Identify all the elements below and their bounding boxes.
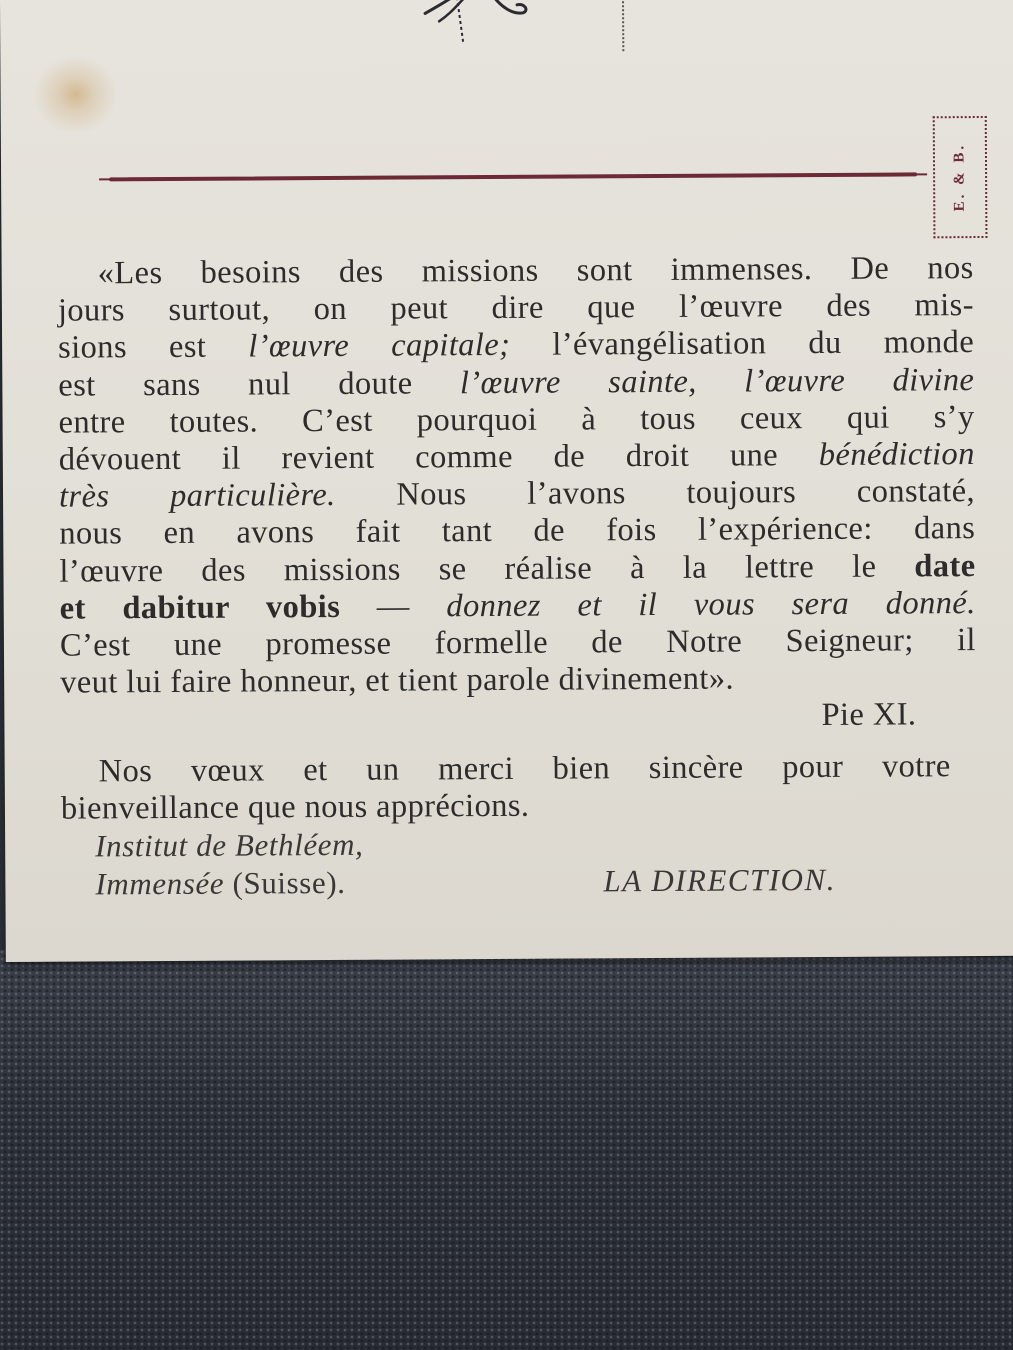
quote-line [58, 250, 974, 293]
thanks-line: bienveillance que nous apprécions. [60, 787, 530, 827]
quote-line [58, 399, 974, 442]
location-row [95, 860, 915, 903]
quote-line [59, 436, 975, 479]
quote-author: Pie XI. [821, 696, 917, 733]
quote-line [58, 362, 974, 405]
quote-line [60, 585, 976, 628]
quote-segment: l’œuvre des missions se réalise à la lettre le [59, 548, 915, 590]
quote-segment: «Les besoins des missions sont immenses. De nos [97, 250, 974, 292]
burgundy-horizontal-rule [109, 172, 917, 181]
quote-segment: — [340, 588, 447, 625]
quote-italic-segment: bénédiction [818, 436, 975, 474]
thanks-paragraph [61, 748, 951, 828]
quote-italic-segment: très particulière. [58, 477, 336, 515]
quote-line [59, 548, 975, 591]
quote-italic-segment: l’œuvre capitale; [248, 327, 511, 365]
quote-line [60, 659, 976, 702]
institute-row [95, 822, 915, 865]
quote-line [59, 473, 975, 516]
quote-segment: sions est [58, 328, 249, 367]
institute-name: Institut de Bethléem, [95, 826, 364, 864]
quote-segment: nous en avons fait tant de fois l’expérience: dans [59, 510, 976, 553]
quote-bold-segment: date [914, 547, 976, 585]
publisher-mark-box [933, 116, 988, 238]
signature-block [95, 822, 915, 902]
quote-line [59, 510, 975, 553]
quote-italic-segment: l’œuvre sainte, l’œuvre divine [459, 361, 975, 401]
publisher-mark: E. & B. [951, 142, 968, 212]
quote-text-block [58, 250, 977, 702]
quote-segment: l’évangélisation du monde [510, 324, 975, 364]
signature: LA DIRECTION. [603, 861, 837, 898]
dotted-divider-line [622, 0, 624, 51]
quote-bold-segment: et dabitur vobis [59, 588, 341, 627]
quote-segment: veut lui faire honneur, et tient parole divinement». [60, 660, 735, 701]
dark-textured-surface [0, 950, 1013, 1350]
quote-segment: entre toutes. C’est pourquoi à tous ceux qui s’y [58, 398, 975, 441]
institute-town: Immensée [95, 865, 225, 901]
quote-segment: jours surtout, on peut dire que l’œuvre des mis- [57, 287, 974, 329]
quote-line [58, 324, 974, 367]
quote-italic-segment: donnez et il vous sera donné. [446, 584, 976, 625]
handwriting-fragment [395, 0, 545, 52]
quote-attribution-block [60, 696, 976, 739]
institute-country: (Suisse). [232, 864, 346, 901]
quote-segment: dévouent il revient comme de droit une [58, 437, 819, 478]
quote-segment: est sans nul doute [58, 364, 461, 404]
quote-segment: Nous l’avons toujours constaté, [335, 473, 976, 514]
quote-line [60, 622, 976, 665]
quote-line [58, 287, 974, 330]
quote-segment: C’est une promesse formelle de Notre Seigneur; il [59, 622, 977, 664]
thanks-line: Nos vœux et un merci bien sincère pour votre [98, 748, 951, 790]
